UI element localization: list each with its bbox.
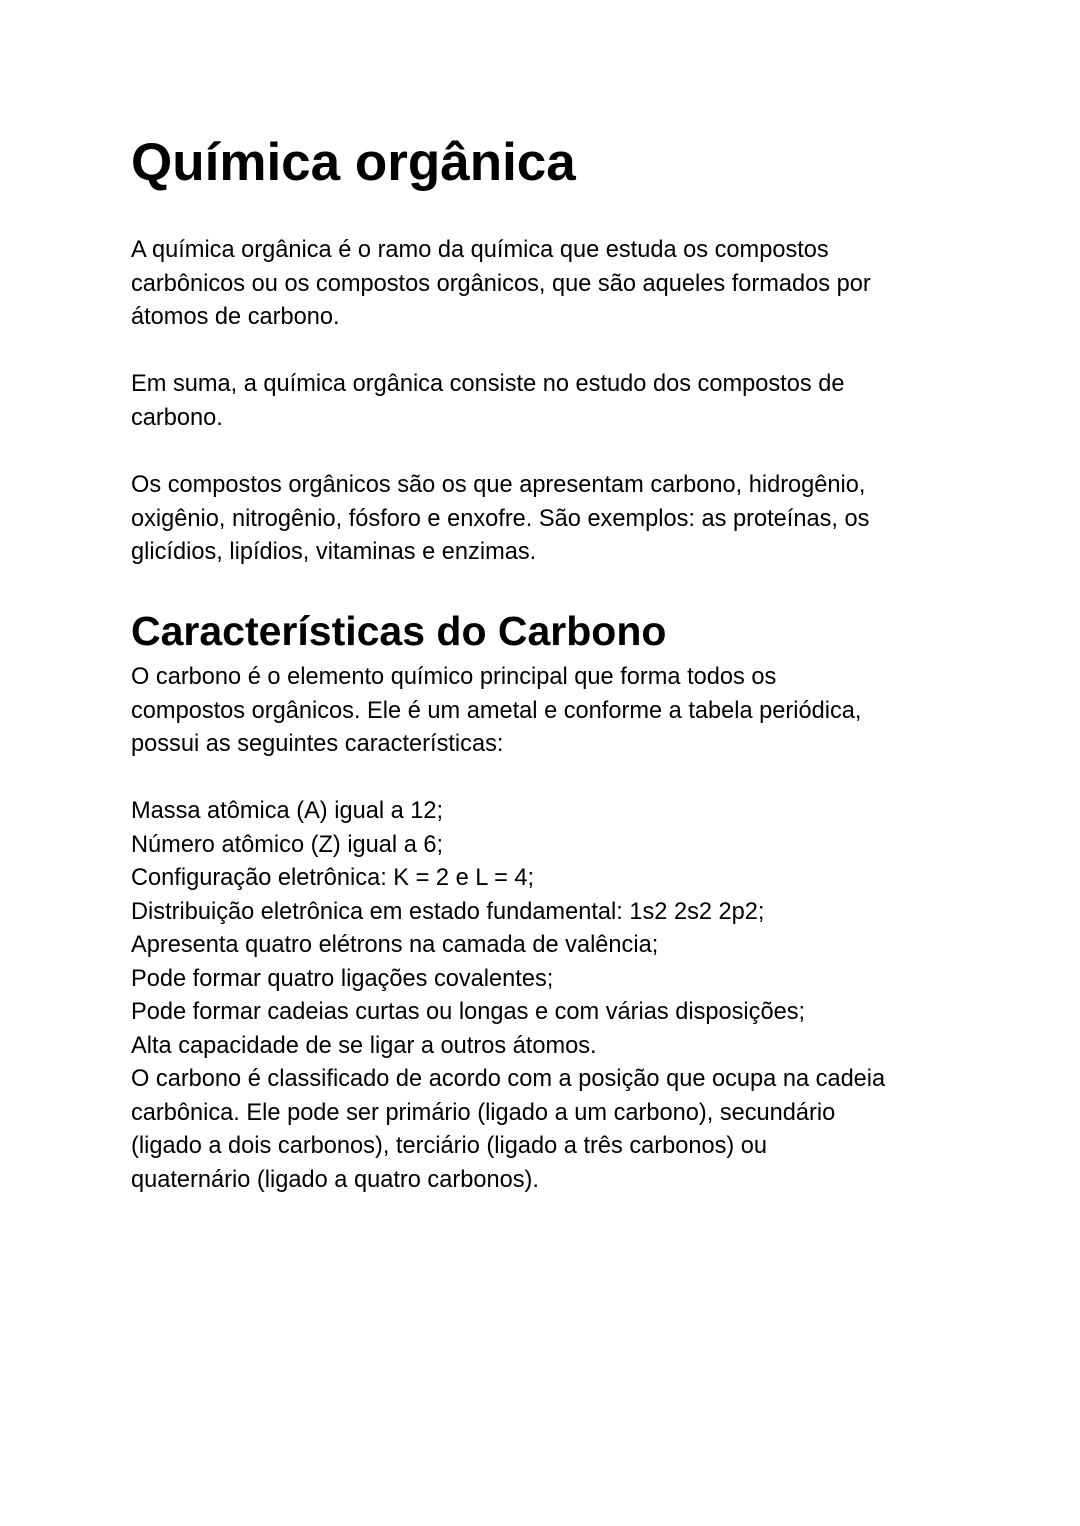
list-item: Pode formar quatro ligações covalentes; <box>131 965 554 992</box>
text-line: compostos orgânicos. Ele é um ametal e conforme a tabela periódica, <box>131 697 862 724</box>
text-line: carbônicos ou os compostos orgânicos, que são aqueles formados por <box>131 270 871 297</box>
text-line: carbono. <box>131 404 223 431</box>
text-line: O carbono é classificado de acordo com a posição que ocupa na cadeia <box>131 1066 886 1092</box>
text-line: Os compostos orgânicos são os que apresentam carbono, hidrogênio, <box>131 472 866 498</box>
intro-paragraph-3 <box>131 469 961 570</box>
list-item: Distribuição eletrônica em estado fundamental: 1s2 2s2 2p2; <box>131 898 765 925</box>
list-item: Massa atômica (A) igual a 12; <box>131 798 444 824</box>
text-line: Em suma, a química orgânica consiste no estudo dos compostos de <box>131 371 845 397</box>
list-item: Número atômico (Z) igual a 6; <box>131 831 444 858</box>
text-line: O carbono é o elemento químico principal que forma todos os <box>131 664 777 690</box>
text-line: oxigênio, nitrogênio, fósforo e enxofre. São exemplos: as proteínas, os <box>131 505 870 532</box>
list-item: Pode formar cadeias curtas ou longas e com várias disposições; <box>131 999 806 1025</box>
list-item: Alta capacidade de se ligar a outros átomos. <box>131 1032 597 1059</box>
text-line: glicídios, lipídios, vitaminas e enzimas. <box>131 539 537 565</box>
text-line: (ligado a dois carbonos), terciário (ligado a três carbonos) ou <box>131 1133 768 1159</box>
text-line: quaternário (ligado a quatro carbonos). <box>131 1166 539 1193</box>
intro-paragraph-1 <box>131 234 961 335</box>
text-line: carbônica. Ele pode ser primário (ligado a um carbono), secundário <box>131 1099 836 1126</box>
text-line: possui as seguintes características: <box>131 731 504 757</box>
list-item: Apresenta quatro elétrons na camada de valência; <box>131 932 659 958</box>
text-line: átomos de carbono. <box>131 304 340 330</box>
text-line: A química orgânica é o ramo da química que estuda os compostos <box>131 237 829 263</box>
list-item: Configuração eletrônica: K = 2 e L = 4; <box>131 865 535 891</box>
characteristics-list <box>131 795 961 1197</box>
section-intro-paragraph <box>131 661 961 762</box>
page-title: Química orgânica <box>131 133 576 192</box>
intro-paragraph-2 <box>131 368 961 435</box>
section-heading: Características do Carbono <box>131 608 667 654</box>
